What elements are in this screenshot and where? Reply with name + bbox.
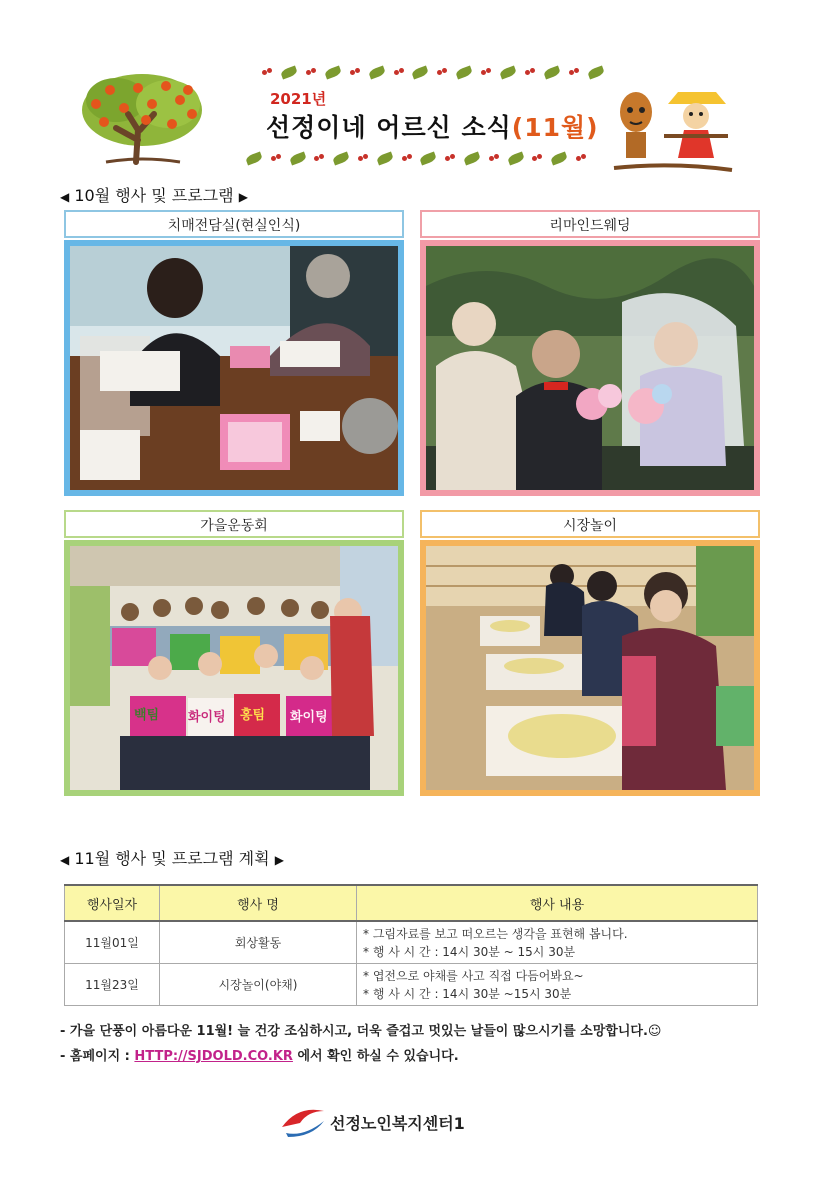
header-event-details: 행사 내용	[357, 885, 758, 921]
page-title	[266, 108, 599, 144]
row-event-details	[357, 964, 758, 1006]
october-heading	[60, 183, 248, 206]
detail-line: * 엽전으로 야채를 사고 직접 다듬어봐요~	[363, 968, 584, 983]
november-heading-text: 11월 행사 및 프로그램 계획	[74, 849, 270, 868]
photo-sports-day	[64, 540, 404, 796]
row-date: 11월01일	[65, 921, 160, 964]
footer-logo	[278, 1103, 528, 1143]
center-logo-icon	[278, 1103, 328, 1139]
november-heading	[60, 846, 284, 869]
header-event-name: 행사 명	[160, 885, 357, 921]
title-month: (11월)	[511, 113, 599, 142]
table-row	[65, 921, 758, 964]
sign-red-team: 홍팀	[240, 708, 266, 723]
title-text: 선정이네 어르신 소식	[266, 113, 512, 142]
footer-org-name: 선정노인복지센터1	[330, 1114, 465, 1133]
right-marker-icon: ▶	[274, 853, 284, 867]
sign-fighting-2: 화이팅	[290, 710, 328, 725]
homepage-note	[60, 1045, 459, 1064]
program-label-wedding: 리마인드웨딩	[420, 210, 760, 238]
homepage-prefix: - 홈페이지 :	[60, 1049, 135, 1064]
row-event-name: 회상활동	[160, 921, 357, 964]
row-date: 11월23일	[65, 964, 160, 1006]
detail-line: * 그림자료를 보고 떠오르는 생각을 표현해 봅니다.	[363, 926, 628, 941]
photo-remind-wedding	[420, 240, 760, 496]
bottom-leaf-border	[246, 150, 586, 166]
schedule-table	[64, 884, 758, 1006]
left-marker-icon: ◀	[60, 190, 70, 204]
homepage-link[interactable]: HTTP://SJDOLD.CO.KR	[134, 1049, 293, 1064]
sign-fighting-1: 화이팅	[188, 710, 226, 725]
table-row	[65, 964, 758, 1006]
sign-white-team: 백팀	[134, 708, 160, 723]
table-header-row	[65, 885, 758, 921]
homepage-suffix: 에서 확인 하실 수 있습니다.	[292, 1049, 459, 1064]
october-heading-text: 10월 행사 및 프로그램	[74, 186, 234, 205]
top-leaf-border	[262, 64, 604, 80]
photo-market-play	[420, 540, 760, 796]
detail-time: * 행 사 시 간 : 14시 30분 ~ 15시 30분	[363, 944, 576, 959]
scarecrow-illustration	[608, 82, 736, 174]
program-label-market-play: 시장놀이	[420, 510, 760, 538]
program-label-dementia: 치매전담실(현실인식)	[64, 210, 404, 238]
program-label-sports-day: 가을운동회	[64, 510, 404, 538]
row-event-name: 시장놀이(야채)	[160, 964, 357, 1006]
right-marker-icon: ▶	[238, 190, 248, 204]
row-event-details	[357, 921, 758, 964]
left-marker-icon: ◀	[60, 853, 70, 867]
header-date: 행사일자	[65, 885, 160, 921]
header-year: 2021년	[270, 90, 327, 108]
detail-time: * 행 사 시 간 : 14시 30분 ~15시 30분	[363, 986, 572, 1001]
autumn-greeting-note: - 가을 단풍이 아름다운 11월! 늘 건강 조심하시고, 더욱 즐겁고 멋있는 날들이 많으시기를 소망합니다.☺	[60, 1024, 662, 1039]
photo-dementia-room	[64, 240, 404, 496]
persimmon-tree-illustration	[76, 70, 208, 166]
